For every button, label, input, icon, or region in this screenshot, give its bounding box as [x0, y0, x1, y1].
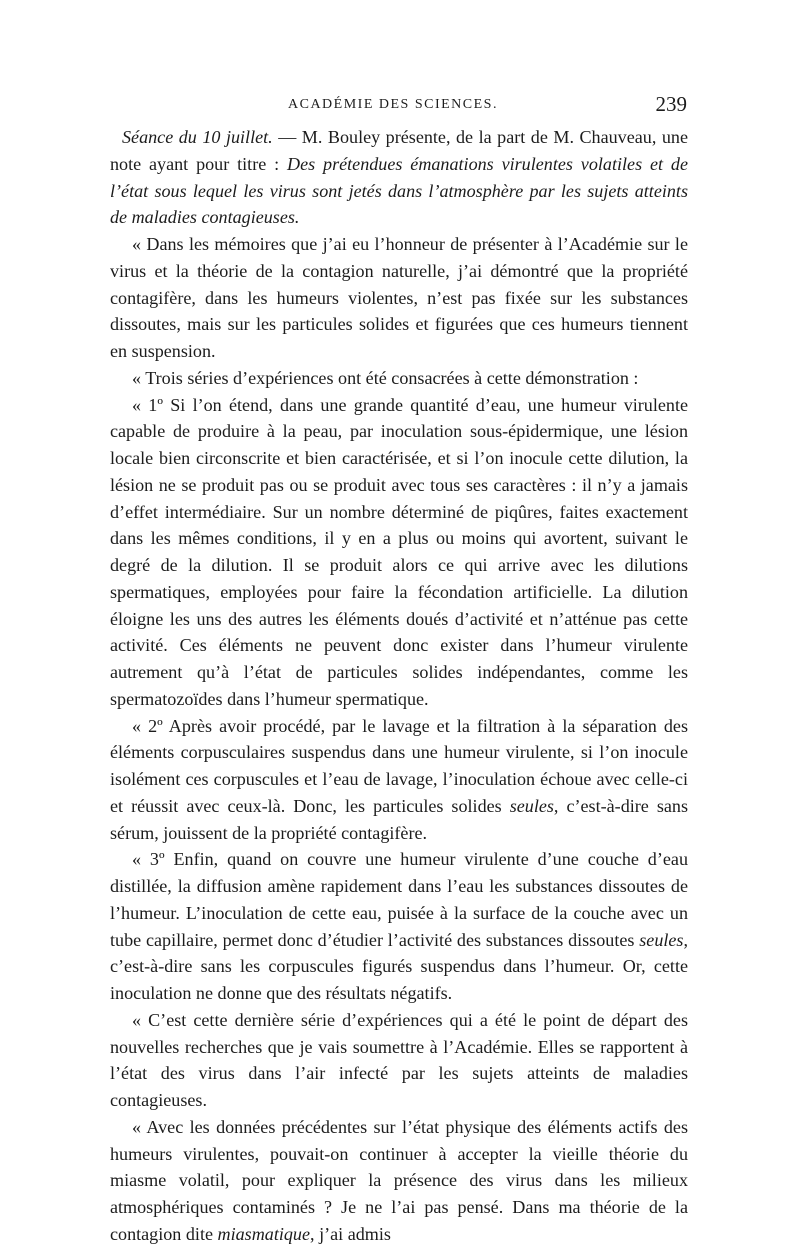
emphasis: seules [639, 929, 684, 950]
text-run: , c’est-à-dire sans sérum, jouissent de la propriété contagifère. [110, 795, 688, 843]
body-text [110, 124, 688, 1248]
paragraph: « Trois séries d’expériences ont été consacrées à cette démonstration : [132, 367, 639, 388]
text-run: « 3º Enfin, quand on couvre une humeur virulente d’une couche d’eau distillée, la diffusion amène rapidement dans l’eau les substances dissoutes de l’humeur. L’inoculation de cette eau, puisée à la surface de la couche avec un tube capillaire, permet donc d’étudier l’activité des substances dissoutes [110, 849, 688, 950]
note-title: Des prétendues émanations virulentes volatiles et de l’état sous lequel les virus sont jetés dans l’atmosphère par les sujets atteints de maladies contagieuses. [110, 153, 688, 228]
paragraph: « Dans les mémoires que j’ai eu l’honneur de présenter à l’Académie sur le virus et la théorie de la contagion naturelle, j’ai démontré que la propriété contagifère, dans les humeurs violentes, n’est pas fixée sur les substances dissoutes, mais sur les particules solides et figurées que ces humeurs tiennent en suspension. [110, 234, 688, 361]
page-header [108, 92, 687, 118]
paragraph: « 1º Si l’on étend, dans une grande quantité d’eau, une humeur virulente capable de produire à la peau, par inoculation sous-épidermique, une lésion locale bien circonscrite et bien caractérisée, et si l’on inocule cette dilution, la lésion ne se produit pas ou se produit avec tous ses caractères : il n’y a jamais d’effet intermédiaire. Sur un nombre déterminé de piqûres, faites exactement dans les mêmes conditions, il y en a plus ou moins qui avortent, suivant le degré de la dilution. Il se produit alors ce qui arrive avec les dilutions spermatiques, employées pour faire la fécondation artificielle. La dilution éloigne les uns des autres les éléments doués d’activité et n’atténue pas cette activité. Ces éléments ne peuvent donc exister dans l’humeur virulente autrement qu’à l’état de particules solides indépendantes, comme les spermatozoïdes dans l’humeur spermatique. [110, 394, 688, 709]
paragraph-session-intro [110, 124, 688, 231]
paragraph [110, 846, 688, 1007]
text-run: « Avec les données précédentes sur l’état physique des éléments actifs des humeurs virulentes, pouvait-on continuer à accepter la vieille théorie du miasme volatil, pour expliquer la présence des virus dans les milieux atmosphériques contaminés ? Je ne l’ai pas pensé. Dans ma théorie de la contagion dite [110, 1116, 688, 1244]
text-run: « 2º Après avoir procédé, par le lavage et la filtration à la séparation des éléments corpusculaires suspendus dans une humeur virulente, si l’on inocule isolément ces corpuscules et l’eau de lavage, l’inoculation échoue avec celle-ci et réussit avec ceux-là. Donc, les particules solides [110, 715, 688, 816]
text-run: , c’est-à-dire sans les corpuscules figurés suspendus dans l’humeur. Or, cette inoculation ne donne que des résultats négatifs. [110, 929, 688, 1003]
paragraph: « C’est cette dernière série d’expériences qui a été le point de départ des nouvelles recherches que je vais soumettre à l’Académie. Elles se rapportent à l’état des virus dans l’air infecté par les sujets atteints de maladies contagieuses. [110, 1009, 688, 1110]
session-date: Séance du 10 juillet. [122, 127, 273, 147]
emphasis: miasmatique [217, 1223, 311, 1244]
session-text: — M. Bouley présente, de la part de M. Chauveau, une note ayant pour titre : [110, 127, 688, 174]
text-run: , j’ai admis [310, 1223, 391, 1244]
paragraph [110, 713, 688, 847]
emphasis: seules [509, 795, 554, 816]
page-number: 239 [655, 92, 687, 116]
running-head: ACADÉMIE DES SCIENCES. [288, 97, 498, 112]
paragraph [110, 1114, 688, 1248]
